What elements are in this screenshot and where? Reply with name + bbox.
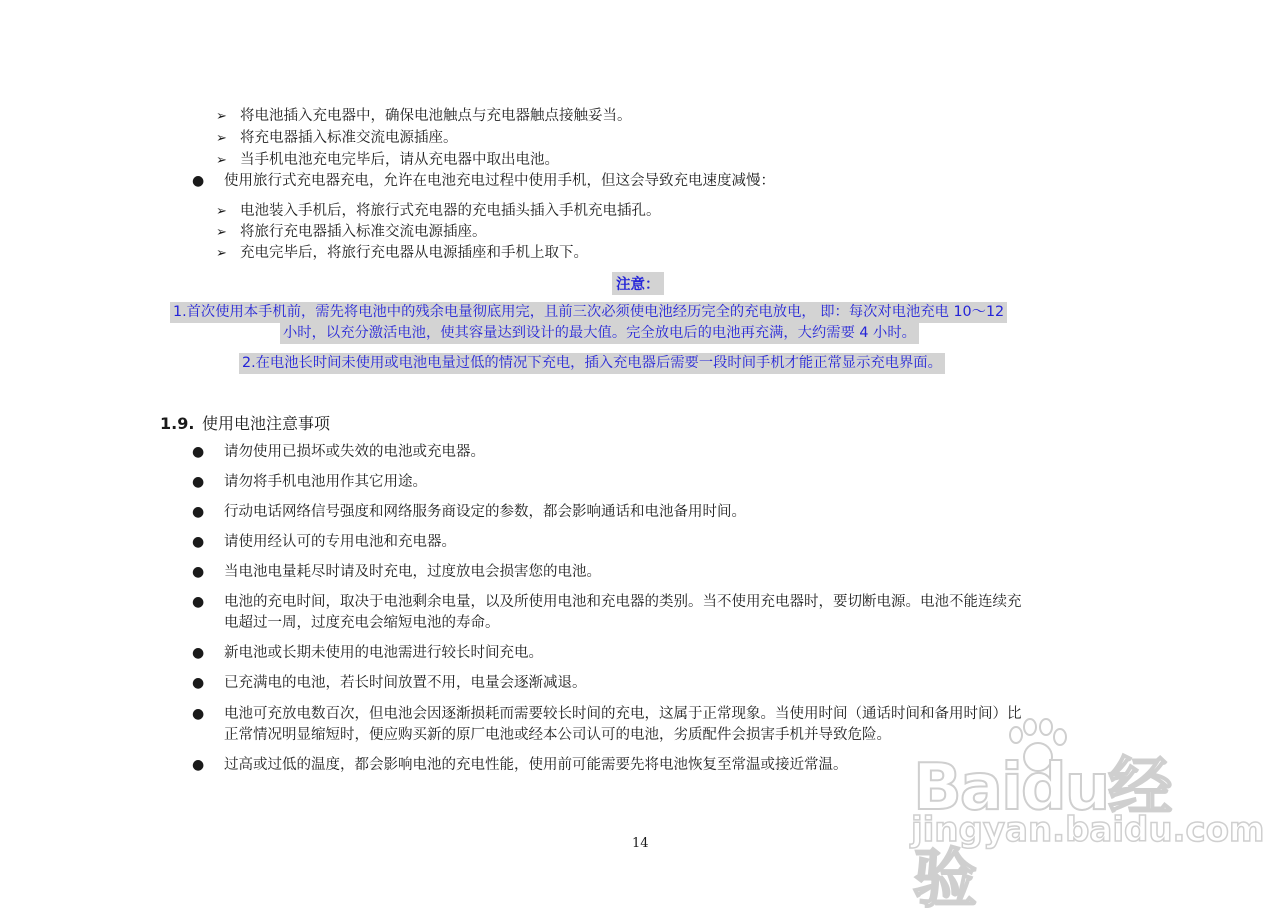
dot-bullet-icon: ●: [192, 173, 205, 189]
page-number: 14: [632, 836, 649, 851]
section-heading: [160, 411, 330, 434]
list-item: ➢ 将电池插入充电器中，确保电池触点与充电器触点接触妥当。: [216, 106, 632, 127]
list-item: ● 行动电话网络信号强度和网络服务商设定的参数，都会影响通话和电池备用时间。: [192, 504, 746, 520]
dot-bullet-icon: ●: [192, 534, 205, 550]
list-item: ● 新电池或长期未使用的电池需进行较长时间充电。: [192, 645, 543, 661]
watermark-brand: Baidu经验: [913, 751, 1171, 917]
arrow-bullet-icon: ➢: [216, 109, 227, 124]
list-item: ● 电池可充放电数百次，但电池会因逐渐损耗而需要较长时间的充电，这属于正常现象。当使用时间（通话时间和备用时间）比: [192, 706, 1022, 722]
arrow-bullet-icon: ➢: [216, 204, 227, 219]
baidu-watermark: [905, 718, 1265, 917]
section-number: 1.9.: [160, 414, 195, 433]
dot-bullet-icon: ●: [192, 706, 205, 722]
list-item: ● 请勿使用已损坏或失效的电池或充电器。: [192, 444, 485, 460]
arrow-bullet-icon: ➢: [216, 246, 227, 261]
note-item-1-line-2: 小时，以充分激活电池，使其容量达到设计的最大值。完全放电后的电池再充满，大约需要 4 小时。: [280, 323, 919, 344]
list-item: ● 电池的充电时间，取决于电池剩余电量，以及所使用电池和充电器的类别。当不使用充电器时，要切断电源。电池不能连续充: [192, 594, 1022, 610]
list-item-continuation: 电超过一周，过度充电会缩短电池的寿命。: [224, 615, 500, 631]
note-item-1-line-1: 1.首次使用本手机前，需先将电池中的残余电量彻底用完，且前三次必须使电池经历完全的充电放电， 即：每次对电池充电 10～12: [170, 302, 1007, 323]
dot-bullet-icon: ●: [192, 444, 205, 460]
arrow-bullet-icon: ➢: [216, 131, 227, 146]
list-item: ➢ 充电完毕后，将旅行充电器从电源插座和手机上取下。: [216, 243, 588, 264]
list-item: ● 已充满电的电池，若长时间放置不用，电量会逐渐减退。: [192, 675, 587, 691]
list-item: ● 请勿将手机电池用作其它用途。: [192, 474, 427, 490]
section-title: 使用电池注意事项: [202, 414, 331, 433]
dot-bullet-icon: ●: [192, 474, 205, 490]
list-item: ● 当电池电量耗尽时请及时充电，过度放电会损害您的电池。: [192, 564, 601, 580]
dot-bullet-icon: ●: [192, 594, 205, 610]
list-item: ● 过高或过低的温度，都会影响电池的充电性能，使用前可能需要先将电池恢复至常温或接近常温。: [192, 757, 848, 773]
watermark-url: jingyan.baidu.com: [911, 810, 1265, 850]
dot-bullet-icon: ●: [192, 757, 205, 773]
arrow-bullet-icon: ➢: [216, 225, 227, 240]
list-item: ➢ 当手机电池充电完毕后，请从充电器中取出电池。: [216, 150, 559, 171]
list-item: ➢ 将旅行充电器插入标准交流电源插座。: [216, 222, 487, 243]
arrow-bullet-icon: ➢: [216, 153, 227, 168]
list-item: ➢ 电池装入手机后，将旅行式充电器的充电插头插入手机充电插孔。: [216, 201, 661, 222]
list-item-continuation: 正常情况明显缩短时，便应购买新的原厂电池或经本公司认可的电池，劣质配件会损害手机并导致危险。: [224, 727, 891, 743]
dot-bullet-icon: ●: [192, 675, 205, 691]
list-item: ➢ 将充电器插入标准交流电源插座。: [216, 128, 458, 149]
dot-bullet-icon: ●: [192, 645, 205, 661]
list-item: ● 请使用经认可的专用电池和充电器。: [192, 534, 456, 550]
note-item-2: 2.在电池长时间未使用或电池电量过低的情况下充电，插入充电器后需要一段时间手机才能正常显示充电界面。: [239, 353, 945, 374]
dot-bullet-icon: ●: [192, 564, 205, 580]
list-item: ● 使用旅行式充电器充电，允许在电池充电过程中使用手机，但这会导致充电速度减慢：: [192, 173, 775, 189]
dot-bullet-icon: ●: [192, 504, 205, 520]
note-title: 注意：: [612, 272, 664, 295]
